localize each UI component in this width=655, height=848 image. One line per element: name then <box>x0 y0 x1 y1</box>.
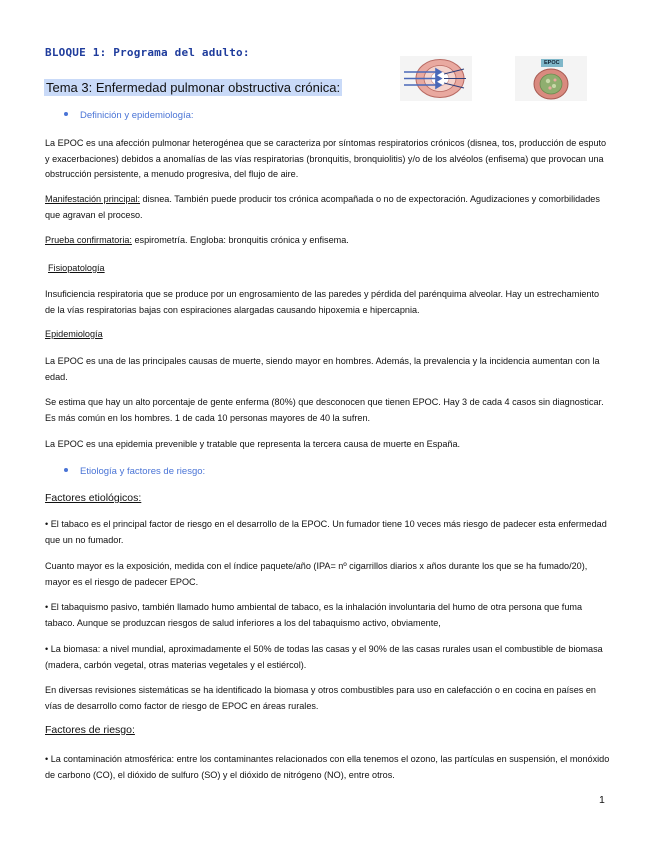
paragraph-riesgo-1: • La contaminación atmosférica: entre los contaminantes relacionados con ella tenemos el ozono, las partículas en suspensión, el monóxido de carbono (CO), el dióxido de sulfuro (SO) y el dióxido de nitrógeno (NO), entre otros. <box>45 754 610 780</box>
bronchus-airflow-illustration <box>400 56 472 106</box>
heading-factores-riesgo: Factores de riesgo: <box>45 724 135 736</box>
prueba-text: espirometría. Engloba: bronquitis crónica y enfisema. <box>131 235 349 245</box>
bullet-definicion <box>64 110 194 121</box>
heading-epidemiologia: Epidemiología <box>45 329 103 339</box>
paragraph-etiologia-3: • El tabaquismo pasivo, también llamado humo ambiental de tabaco, es la inhalación involuntaria del humo de otra persona que fuma tabaco. Aunque se produzcan riesgos de salud inferiores a los del tabaquismo activo, obviamente, <box>45 602 583 628</box>
manifestacion-label: Manifestación principal: <box>45 194 141 204</box>
prueba-label: Prueba confirmatoria: <box>45 235 132 245</box>
paragraph-epidemiologia-2: Se estima que hay un alto porcentaje de gente enferma (80%) que desconocen que tienen EPOC. Hay 3 de cada 4 casos sin diagnosticar. Es más común en los hombres. 1 de cada 10 personas mayores de 40 la sufren. <box>45 397 604 423</box>
bullet-etiologia <box>64 466 205 477</box>
bullet-etiologia-label: Etiología y factores de riesgo: <box>80 466 206 477</box>
bullet-definicion-label: Definición y epidemiología: <box>80 110 194 121</box>
block-title: BLOQUE 1: Programa del adulto: <box>45 46 250 59</box>
paragraph-etiologia-5: En diversas revisiones sistemáticas se ha identificado la biomasa y otros combustibles para uso en calefacción o en cocina en países en vías de desarrollo como factor de riesgo de EPOC en áreas rurales. <box>45 685 596 711</box>
paragraph-etiologia-4: • La biomasa: a nivel mundial, aproximadamente el 50% de todas las casas y el 90% de las casas rurales usan el combustible de biomasa (madera, carbón vegetal, otras materias vegetales y el estiércol). <box>45 644 603 670</box>
heading-fisiopatologia: Fisiopatología <box>48 263 105 273</box>
paragraph-etiologia-1: • El tabaco es el principal factor de riesgo en el desarrollo de la EPOC. Un fumador tiene 10 veces más riesgo de padecer esta enfermedad que un no fumador. <box>45 519 607 545</box>
paragraph-definicion: La EPOC es una afección pulmonar heterogénea que se caracteriza por síntomas respiratorios crónicos (disnea, tos, producción de esputo y exacerbaciones) debidos a anomalías de las vías respiratorias (bronquitis, bronquiolitis) y/o de los alvéolos (enfisema) que provocan una obstrucción persistente, a menudo progresiva, del flujo de aire. <box>45 138 607 179</box>
epoc-airway-illustration <box>515 56 587 106</box>
paragraph-epidemiologia-3: La EPOC es una epidemia prevenible y tratable que representa la tercera causa de muerte en España. <box>45 439 461 449</box>
paragraph-prueba <box>45 233 610 249</box>
topic-title: Tema 3: Enfermedad pulmonar obstructiva crónica: <box>46 80 341 95</box>
paragraph-epidemiologia-1: La EPOC es una de las principales causas de muerte, siendo mayor en hombres. Además, la prevalencia y la incidencia aumentan con la edad. <box>45 356 600 382</box>
bullet-dot-icon <box>64 112 68 116</box>
manifestacion-text: disnea. También puede producir tos crónica acompañada o no de expectoración. Agudizaciones y comorbilidades que agravan el proceso. <box>45 194 600 220</box>
paragraph-etiologia-2: Cuanto mayor es la exposición, medida con el índice paquete/año (IPA= nº cigarrillos diarios x años durante los que se ha fumado/20), mayor es el riesgo de padecer EPOC. <box>45 561 588 587</box>
bullet-dot-icon <box>64 468 68 472</box>
paragraph-fisiopatologia: Insuficiencia respiratoria que se produce por un engrosamiento de las paredes y pérdida del parénquima alveolar. Hay un estrechamiento de la vías respiratorias bajas con espiraciones alargadas causando hipoxemia e hipercapnia. <box>45 289 600 315</box>
epoc-label: EPOC <box>544 60 560 66</box>
heading-factores-etiologicos: Factores etiológicos: <box>45 492 142 504</box>
page-number: 1 <box>599 794 605 806</box>
paragraph-manifestacion <box>45 192 610 223</box>
